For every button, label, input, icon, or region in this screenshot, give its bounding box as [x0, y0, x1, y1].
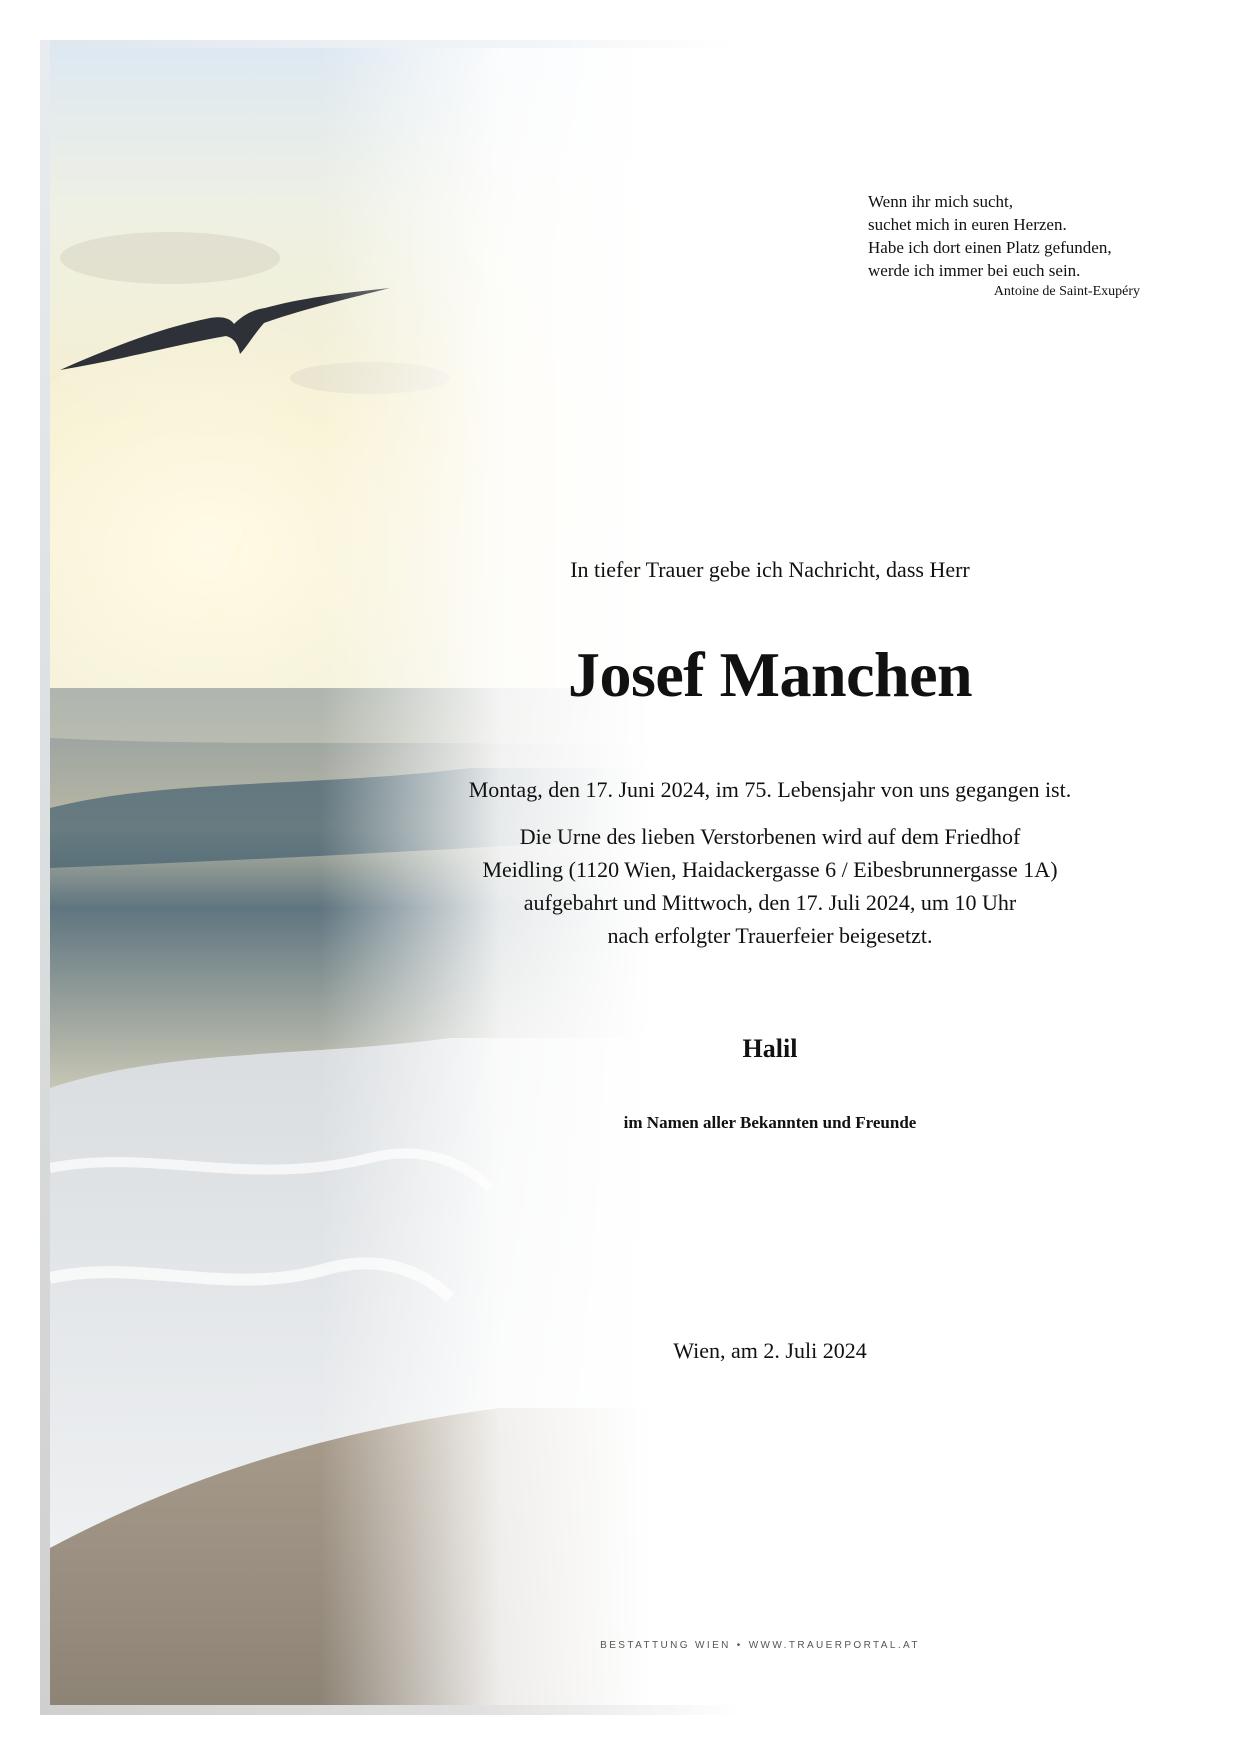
quote-line: werde ich immer bei euch sein.	[868, 261, 1081, 280]
quote-author: Antoine de Saint-Exupéry	[993, 284, 1140, 299]
footer-company: BESTATTUNG WIEN	[600, 1640, 731, 1651]
footer-separator: •	[736, 1640, 743, 1651]
place-date: Wien, am 2. Juli 2024	[673, 1338, 867, 1363]
signer-name: Halil	[742, 1034, 798, 1063]
funeral-details-line: Meidling (1120 Wien, Haidackergasse 6 / Eibesbrunnergasse 1A)	[482, 857, 1058, 882]
funeral-details-line: aufgebahrt und Mittwoch, den 17. Juli 2024, um 10 Uhr	[523, 890, 1017, 915]
quote-line: Habe ich dort einen Platz gefunden,	[868, 238, 1112, 257]
page-frame-left	[40, 40, 50, 1715]
quote-block	[868, 190, 1158, 302]
funeral-details-line: Die Urne des lieben Verstorbenen wird auf dem Friedhof	[519, 824, 1021, 849]
announcement-intro: In tiefer Trauer gebe ich Nachricht, dass Herr	[570, 557, 970, 582]
quote-line: Wenn ihr mich sucht,	[868, 192, 1013, 211]
page-frame-top	[40, 40, 740, 48]
quote-line: suchet mich in euren Herzen.	[868, 215, 1067, 234]
signer-note: im Namen aller Bekannten und Freunde	[623, 1113, 917, 1132]
footer-website: WWW.TRAUERPORTAL.AT	[748, 1640, 920, 1651]
footer	[600, 1640, 920, 1651]
funeral-details	[400, 820, 1140, 952]
passing-statement: Montag, den 17. Juni 2024, im 75. Lebensjahr von uns gegangen ist.	[468, 777, 1072, 802]
page-frame-bottom	[40, 1705, 740, 1715]
funeral-details-line: nach erfolgter Trauerfeier beigesetzt.	[607, 923, 933, 948]
deceased-name: Josef Manchen	[567, 639, 973, 710]
